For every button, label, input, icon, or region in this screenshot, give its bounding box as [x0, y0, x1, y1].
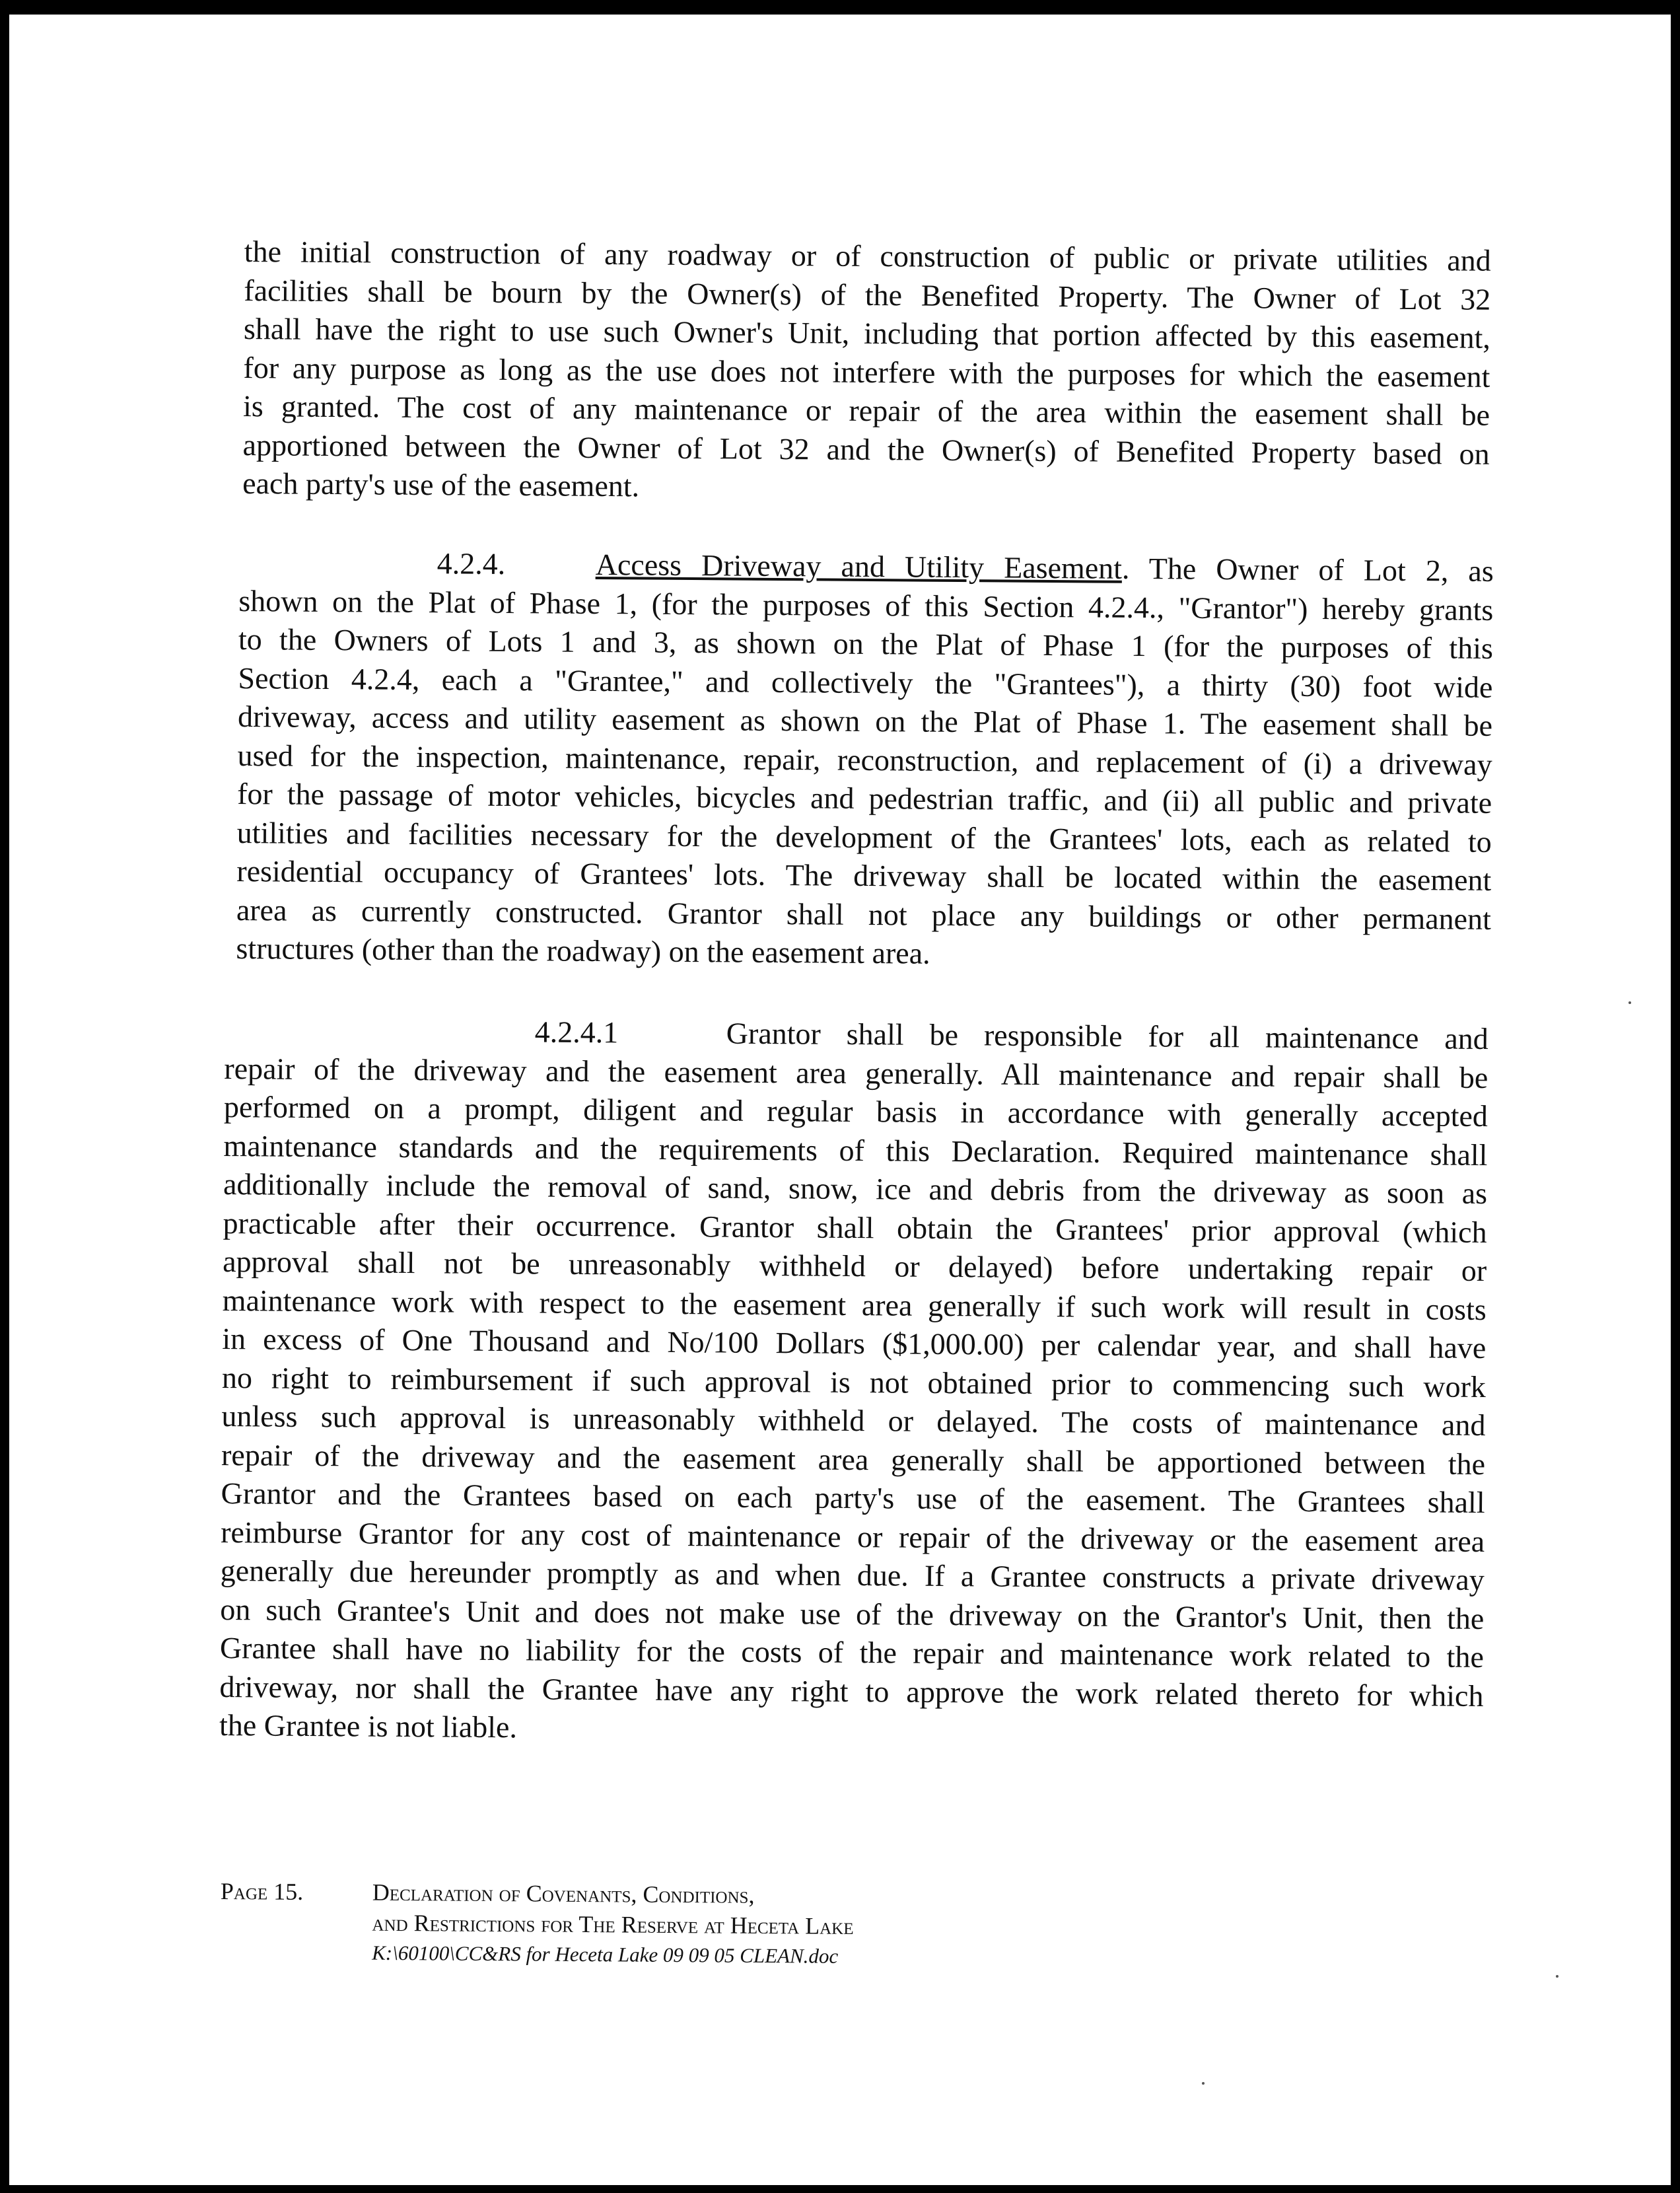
- page-number: Page 15.: [220, 1878, 304, 1905]
- text-line: shown on the Plat of Phase 1, (for the purposes of this Section 4.2.4., "Grantor") hereby grants: [238, 583, 1494, 627]
- text-line: no right to reimbursement if such approval is not obtained prior to commencing such work: [221, 1360, 1487, 1404]
- paragraph-continuation: [242, 233, 1491, 512]
- text-fragment: Grantor shall be responsible for all maintenance and: [726, 1016, 1488, 1056]
- text-line: structures (other than the roadway) on the easement area.: [236, 931, 930, 970]
- text-line: Section 4.2.4, each a "Grantee," and collectively the "Grantees"), a thirty (30) foot wide: [238, 661, 1493, 704]
- text-line: the initial construction of any roadway or of construction of public or private utilities and: [244, 234, 1491, 277]
- text-line: in excess of One Thousand and No/100 Dollars ($1,000.00) per calendar year, and shall have: [222, 1321, 1487, 1365]
- section-number: 4.2.4.: [437, 546, 506, 581]
- text-line: apportioned between the Owner of Lot 32 and the Owner(s) of Benefited Property based on: [242, 427, 1490, 471]
- scan-speck: [1628, 1001, 1631, 1004]
- text-line: to the Owners of Lots 1 and 3, as shown on the Plat of Phase 1 (for the purposes of this: [238, 622, 1494, 665]
- scan-border-top: [0, 0, 1680, 15]
- text-line: repair of the driveway and the easement area generally shall be apportioned between the: [221, 1437, 1486, 1481]
- text-line: unless such approval is unreasonably withheld or delayed. The costs of maintenance and: [221, 1398, 1486, 1443]
- text-line: additionally include the removal of sand, snow, ice and debris from the driveway as soon as: [223, 1167, 1488, 1211]
- text-line: each party's use of the easement.: [242, 466, 640, 503]
- scan-border-left: [0, 0, 9, 2193]
- text-fragment: . The Owner of Lot 2, as: [1121, 551, 1494, 588]
- text-line: utilities and facilities necessary for the development of the Grantees' lots, each as related to: [236, 815, 1492, 859]
- section-number: 4.2.4.1: [534, 1015, 619, 1050]
- scan-border-bottom: [0, 2185, 1680, 2193]
- section-4-2-4: [236, 543, 1494, 977]
- section-heading: Access Driveway and Utility Easement: [595, 547, 1123, 585]
- text-line: on such Grantee's Unit and does not make use of the driveway on the Grantor's Unit, then the: [220, 1592, 1485, 1636]
- text-line: the Grantee is not liable.: [219, 1708, 518, 1744]
- text-line: driveway, nor shall the Grantee have any right to approve the work related thereto for which: [219, 1669, 1484, 1713]
- text-line: used for the inspection, maintenance, repair, reconstruction, and replacement of (i) a driveway: [237, 738, 1492, 781]
- text-line: shall have the right to use such Owner's Unit, including that portion affected by this easement,: [243, 311, 1491, 355]
- text-line: repair of the driveway and the easement area generally. All maintenance and repair shall be: [224, 1051, 1488, 1095]
- document-title: Declaration of Covenants, Conditions,: [372, 1879, 755, 1908]
- text-line: practicable after their occurrence. Grantor shall obtain the Grantees' prior approval (which: [223, 1205, 1487, 1249]
- text-line: facilities shall be bourn by the Owner(s) of the Benefited Property. The Owner of Lot 32: [244, 273, 1491, 316]
- text-line: generally due hereunder promptly as and when due. If a Grantee constructs a private driveway: [220, 1553, 1485, 1597]
- document-title-continued: and Restrictions for The Reserve at Heceta Lake: [372, 1909, 854, 1940]
- text-line: residential occupancy of Grantees' lots. The driveway shall be located within the easement: [236, 853, 1492, 897]
- text-line: maintenance standards and the requirements of this Declaration. Required maintenance shall: [223, 1128, 1488, 1172]
- text-line: performed on a prompt, diligent and regular basis in accordance with generally accepted: [223, 1089, 1488, 1133]
- file-path: K:\60100\CC&RS for Heceta Lake 09 09 05 CLEAN.doc: [372, 1941, 839, 1968]
- page-footer: [220, 1876, 854, 1972]
- section-4-2-4-1: [219, 1011, 1488, 1754]
- text-line: approval shall not be unreasonably withheld or delayed) before undertaking repair or: [223, 1244, 1487, 1288]
- text-line: is granted. The cost of any maintenance or repair of the area within the easement shall be: [242, 388, 1490, 432]
- text-line: maintenance work with respect to the easement area generally if such work will result in costs: [222, 1283, 1487, 1326]
- scan-border-right: [1671, 0, 1680, 2193]
- text-line: for any purpose as long as the use does not interfere with the purposes for which the easement: [243, 350, 1490, 394]
- scan-speck: [1202, 2082, 1205, 2085]
- text-line: Grantee shall have no liability for the costs of the repair and maintenance work related to the: [219, 1630, 1485, 1674]
- text-line: area as currently constructed. Grantor shall not place any buildings or other permanent: [236, 892, 1492, 936]
- text-line: driveway, access and utility easement as shown on the Plat of Phase 1. The easement shall be: [237, 699, 1493, 742]
- text-line: Grantor and the Grantees based on each party's use of the easement. The Grantees shall: [221, 1476, 1485, 1520]
- text-line: reimburse Grantor for any cost of maintenance or repair of the driveway or the easement area: [221, 1515, 1485, 1558]
- text-line: for the passage of motor vehicles, bicycles and pedestrian traffic, and (ii) all public and private: [237, 776, 1492, 820]
- scan-speck: [1556, 1975, 1558, 1978]
